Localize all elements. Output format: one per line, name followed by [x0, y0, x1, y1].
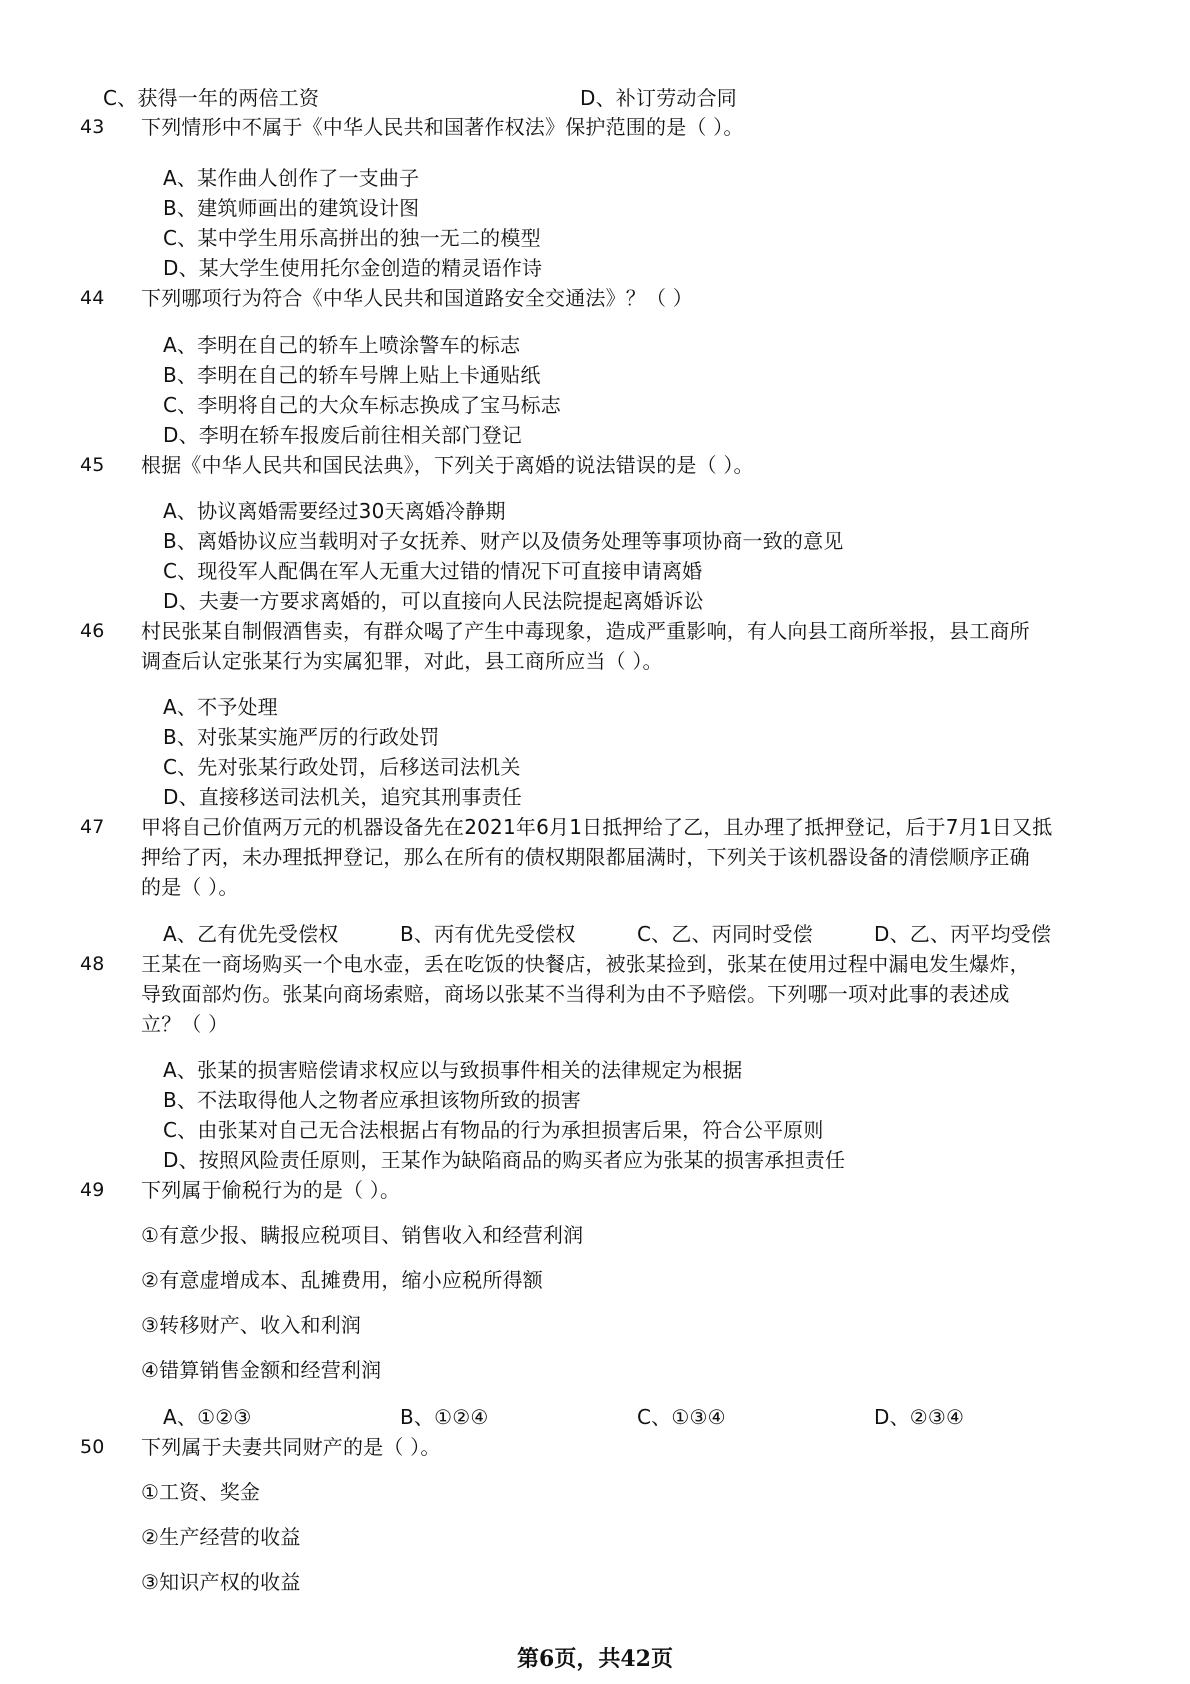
question-stem: 立？（ ）	[141, 1012, 229, 1036]
statement-item: ②有意虚增成本、乱摊费用，缩小应税所得额	[141, 1268, 543, 1292]
option-d: D、直接移送司法机关，追究其刑事责任	[163, 785, 523, 809]
option-d: D、补订劳动合同	[580, 86, 738, 110]
option-a: A、乙有优先受偿权	[163, 922, 339, 946]
option-a: A、李明在自己的轿车上喷涂警车的标志	[163, 333, 521, 357]
option-a: A、①②③	[163, 1405, 252, 1429]
question-stem: 村民张某自制假酒售卖，有群众喝了产生中毒现象，造成严重影响，有人向县工商所举报，县工商所	[141, 619, 1030, 643]
option-c: C、获得一年的两倍工资	[103, 86, 320, 110]
option-c: C、①③④	[637, 1405, 726, 1429]
option-b: B、建筑师画出的建筑设计图	[163, 196, 420, 220]
question-number: 46	[80, 620, 105, 642]
question-number: 44	[80, 287, 105, 309]
option-b: B、丙有优先受偿权	[400, 922, 576, 946]
option-a: A、不予处理	[163, 695, 278, 719]
question-stem: 的是（ ）。	[141, 875, 239, 899]
statement-item: ①工资、奖金	[141, 1480, 261, 1504]
option-d: D、某大学生使用托尔金创造的精灵语作诗	[163, 256, 543, 280]
question-stem: 下列情形中不属于《中华人民共和国著作权法》保护范围的是（ ）。	[141, 115, 744, 139]
page-footer: 第6页，共42页	[517, 1646, 673, 1672]
option-d: D、乙、丙平均受偿	[874, 922, 1052, 946]
question-number: 47	[80, 816, 105, 838]
question-stem: 王某在一商场购买一个电水壶，丢在吃饭的快餐店，被张某捡到，张某在使用过程中漏电发生爆炸，	[141, 952, 1030, 976]
question-stem: 甲将自己价值两万元的机器设备先在2021年6月1日抵押给了乙，且办理了抵押登记，后于7月1日又抵	[141, 815, 1053, 839]
option-d: D、夫妻一方要求离婚的，可以直接向人民法院提起离婚诉讼	[163, 589, 704, 613]
question-stem: 调查后认定张某行为实属犯罪，对此，县工商所应当（ ）。	[141, 649, 663, 673]
question-number: 50	[80, 1436, 105, 1458]
option-d: D、按照风险责任原则，王某作为缺陷商品的购买者应为张某的损害承担责任	[163, 1148, 846, 1172]
option-b: B、对张某实施严厉的行政处罚	[163, 725, 440, 749]
question-stem: 导致面部灼伤。张某向商场索赔，商场以张某不当得利为由不予赔偿。下列哪一项对此事的表述成	[141, 982, 1010, 1006]
option-c: C、某中学生用乐高拼出的独一无二的模型	[163, 226, 541, 250]
option-c: C、乙、丙同时受偿	[637, 922, 813, 946]
option-b: B、不法取得他人之物者应承担该物所致的损害	[163, 1088, 581, 1112]
option-c: C、李明将自己的大众车标志换成了宝马标志	[163, 393, 561, 417]
option-b: B、离婚协议应当载明对子女抚养、财产以及债务处理等事项协商一致的意见	[163, 529, 844, 553]
option-b: B、①②④	[400, 1405, 489, 1429]
option-d: D、②③④	[874, 1405, 965, 1429]
statement-item: ④错算销售金额和经营利润	[141, 1358, 382, 1382]
option-b: B、李明在自己的轿车号牌上贴上卡通贴纸	[163, 363, 541, 387]
question-stem: 押给了丙，未办理抵押登记，那么在所有的债权期限都届满时，下列关于该机器设备的清偿顺序正确	[141, 845, 1030, 869]
question-stem: 根据《中华人民共和国民法典》，下列关于离婚的说法错误的是（ ）。	[141, 453, 754, 477]
question-number: 48	[80, 953, 105, 975]
option-d: D、李明在轿车报废后前往相关部门登记	[163, 423, 523, 447]
question-number: 49	[80, 1179, 105, 1201]
option-a: A、协议离婚需要经过30天离婚冷静期	[163, 499, 506, 523]
question-stem: 下列哪项行为符合《中华人民共和国道路安全交通法》？（ ）	[141, 286, 693, 310]
statement-item: ②生产经营的收益	[141, 1525, 301, 1549]
statement-item: ③知识产权的收益	[141, 1570, 301, 1594]
option-a: A、某作曲人创作了一支曲子	[163, 166, 420, 190]
option-c: C、先对张某行政处罚，后移送司法机关	[163, 755, 521, 779]
statement-item: ③转移财产、收入和利润	[141, 1313, 362, 1337]
question-stem: 下列属于偷税行为的是（ ）。	[141, 1178, 401, 1202]
option-c: C、由张某对自己无合法根据占有物品的行为承担损害后果，符合公平原则	[163, 1118, 824, 1142]
statement-item: ①有意少报、瞒报应税项目、销售收入和经营利润	[141, 1223, 584, 1247]
question-stem: 下列属于夫妻共同财产的是（ ）。	[141, 1435, 441, 1459]
option-c: C、现役军人配偶在军人无重大过错的情况下可直接申请离婚	[163, 559, 703, 583]
option-a: A、张某的损害赔偿请求权应以与致损事件相关的法律规定为根据	[163, 1058, 743, 1082]
question-number: 43	[80, 116, 105, 138]
question-number: 45	[80, 454, 105, 476]
